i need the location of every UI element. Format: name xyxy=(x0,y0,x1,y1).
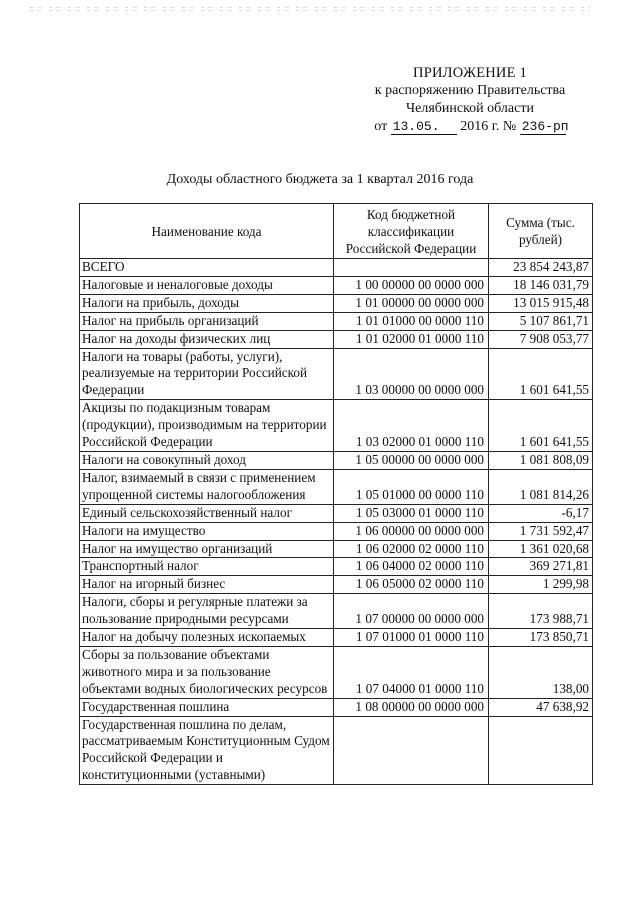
table-row xyxy=(80,276,593,294)
row-code: 1 06 00000 00 0000 000 xyxy=(334,522,489,540)
table-row xyxy=(80,330,593,348)
table-row xyxy=(80,259,593,277)
header-name: Наименование кода xyxy=(80,204,334,259)
row-sum: 1 731 592,47 xyxy=(489,522,593,540)
appendix-date-line xyxy=(350,118,590,136)
row-code: 1 03 02000 01 0000 110 xyxy=(334,400,489,452)
row-name: Единый сельскохозяйственный налог xyxy=(80,504,334,522)
decree-number: 236-рп xyxy=(521,119,569,134)
row-code: 1 05 03000 01 0000 110 xyxy=(334,504,489,522)
row-code: 1 05 01000 00 0000 110 xyxy=(334,469,489,504)
row-code: 1 03 00000 00 0000 000 xyxy=(334,348,489,400)
table-row xyxy=(80,698,593,716)
row-code: 1 06 04000 02 0000 110 xyxy=(334,558,489,576)
table-row xyxy=(80,504,593,522)
year-text: 2016 г. № xyxy=(460,119,517,134)
row-code: 1 01 01000 00 0000 110 xyxy=(334,312,489,330)
header-code: Код бюджетной классификации Российской Федерации xyxy=(334,204,489,259)
row-code: 1 06 02000 02 0000 110 xyxy=(334,540,489,558)
row-sum: 7 908 053,77 xyxy=(489,330,593,348)
row-name: Налоги, сборы и регулярные платежи за пользование природными ресурсами xyxy=(80,594,334,629)
table-header xyxy=(80,204,593,259)
table-row xyxy=(80,629,593,647)
appendix-line-1: к распоряжению Правительства xyxy=(374,83,566,98)
header-row xyxy=(80,204,593,259)
row-name: Налоги на имущество xyxy=(80,522,334,540)
table-row xyxy=(80,469,593,504)
row-name: Налог, взимаемый в связи с применением упрощенной системы налогообложения xyxy=(80,469,334,504)
header-sum: Сумма (тыс. рублей) xyxy=(489,204,593,259)
table-row xyxy=(80,400,593,452)
row-name: Налог на доходы физических лиц xyxy=(80,330,334,348)
row-name: ВСЕГО xyxy=(80,259,334,277)
appendix-block xyxy=(350,64,590,136)
row-name: Акцизы по подакцизным товарам (продукции), производимым на территории Российской Федерации xyxy=(80,400,334,452)
table-row xyxy=(80,646,593,698)
row-sum: 1 081 814,26 xyxy=(489,469,593,504)
table-row xyxy=(80,451,593,469)
row-sum xyxy=(489,716,593,785)
table-row xyxy=(80,312,593,330)
row-code xyxy=(334,716,489,785)
row-name: Государственная пошлина по делам, рассматриваемым Конституционным Судом Российской Федерации и конституционными (уставными) xyxy=(80,716,334,785)
row-code: 1 07 00000 00 0000 000 xyxy=(334,594,489,629)
row-code: 1 08 00000 00 0000 000 xyxy=(334,698,489,716)
row-sum: 5 107 861,71 xyxy=(489,312,593,330)
appendix-heading: ПРИЛОЖЕНИЕ 1 xyxy=(413,65,527,81)
scan-noise xyxy=(30,5,590,11)
document-title: Доходы областного бюджета за 1 квартал 2016 года xyxy=(166,172,474,187)
table-row xyxy=(80,716,593,785)
row-sum: 18 146 031,79 xyxy=(489,276,593,294)
row-sum: 138,00 xyxy=(489,646,593,698)
row-code: 1 01 00000 00 0000 000 xyxy=(334,294,489,312)
row-code: 1 07 01000 01 0000 110 xyxy=(334,629,489,647)
budget-table xyxy=(79,203,593,785)
table-row xyxy=(80,576,593,594)
date-value: 13.05. xyxy=(391,120,457,135)
row-sum: 23 854 243,87 xyxy=(489,259,593,277)
row-sum: 13 015 915,48 xyxy=(489,294,593,312)
appendix-line-2: Челябинской области xyxy=(406,101,534,116)
table-body xyxy=(80,259,593,785)
row-sum: 1 081 808,09 xyxy=(489,451,593,469)
table-row xyxy=(80,294,593,312)
table-row xyxy=(80,558,593,576)
row-name: Государственная пошлина xyxy=(80,698,334,716)
row-sum: 47 638,92 xyxy=(489,698,593,716)
row-sum: 1 601 641,55 xyxy=(489,348,593,400)
row-name: Налог на игорный бизнес xyxy=(80,576,334,594)
row-sum: 369 271,81 xyxy=(489,558,593,576)
row-name: Налог на имущество организаций xyxy=(80,540,334,558)
table-row xyxy=(80,522,593,540)
row-code: 1 06 05000 02 0000 110 xyxy=(334,576,489,594)
table-row xyxy=(80,348,593,400)
row-name: Налоги на товары (работы, услуги), реализуемые на территории Российской Федерации xyxy=(80,348,334,400)
row-code xyxy=(334,259,489,277)
table-row xyxy=(80,594,593,629)
row-sum: 1 299,98 xyxy=(489,576,593,594)
row-sum: 173 988,71 xyxy=(489,594,593,629)
row-code: 1 01 02000 01 0000 110 xyxy=(334,330,489,348)
row-name: Налоговые и неналоговые доходы xyxy=(80,276,334,294)
row-code: 1 05 00000 00 0000 000 xyxy=(334,451,489,469)
row-name: Налог на добычу полезных ископаемых xyxy=(80,629,334,647)
row-name: Налог на прибыль организаций xyxy=(80,312,334,330)
row-name: Налоги на прибыль, доходы xyxy=(80,294,334,312)
date-prefix: от xyxy=(374,119,388,134)
row-code: 1 07 04000 01 0000 110 xyxy=(334,646,489,698)
row-sum: -6,17 xyxy=(489,504,593,522)
table-row xyxy=(80,540,593,558)
row-sum: 173 850,71 xyxy=(489,629,593,647)
row-name: Сборы за пользование объектами животного мира и за пользование объектами водных биологических ресурсов xyxy=(80,646,334,698)
row-sum: 1 601 641,55 xyxy=(489,400,593,452)
row-sum: 1 361 020,68 xyxy=(489,540,593,558)
row-code: 1 00 00000 00 0000 000 xyxy=(334,276,489,294)
row-name: Налоги на совокупный доход xyxy=(80,451,334,469)
row-name: Транспортный налог xyxy=(80,558,334,576)
